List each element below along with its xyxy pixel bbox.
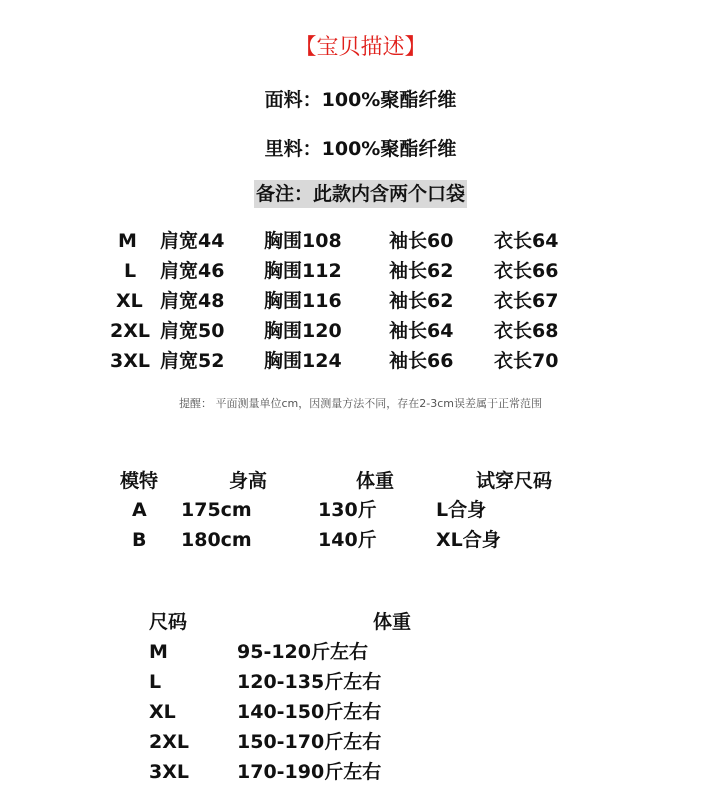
size-chart-size: 2XL: [110, 320, 150, 342]
weight-guide-header: 尺码: [149, 611, 188, 633]
model-header: 体重: [356, 470, 395, 492]
weight-guide-weight: 150-170斤左右: [237, 731, 382, 753]
model-weight: 140斤: [318, 529, 377, 551]
size-chart-chest: 胸围116: [264, 290, 342, 312]
size-chart-shoulder: 肩宽48: [160, 290, 225, 312]
size-chart-chest: 胸围108: [264, 230, 342, 252]
model-height: 175cm: [181, 499, 252, 521]
model-name: A: [132, 499, 147, 521]
model-header: 模特: [120, 470, 159, 492]
size-chart-size: L: [124, 260, 137, 282]
model-header: 试穿尺码: [476, 470, 553, 492]
size-chart-length: 衣长64: [494, 230, 559, 252]
weight-guide-size: XL: [149, 701, 176, 723]
size-chart-size: 3XL: [110, 350, 150, 372]
size-chart-length: 衣长66: [494, 260, 559, 282]
weight-guide-size: 3XL: [149, 761, 189, 783]
model-weight: 130斤: [318, 499, 377, 521]
note-text: 备注：此款内含两个口袋: [254, 180, 467, 208]
model-name: B: [132, 529, 147, 551]
size-chart-chest: 胸围124: [264, 350, 342, 372]
size-chart-size: M: [118, 230, 137, 252]
size-chart-sleeve: 袖长66: [389, 350, 454, 372]
model-height: 180cm: [181, 529, 252, 551]
size-chart-length: 衣长70: [494, 350, 559, 372]
model-fit: L合身: [436, 499, 487, 521]
size-chart-size: XL: [116, 290, 143, 312]
model-header: 身高: [229, 470, 268, 492]
size-chart-sleeve: 袖长62: [389, 290, 454, 312]
measurement-tip: 提醒： 平面测量单位cm，因测量方法不同，存在2-3cm误差属于正常范围: [179, 397, 542, 410]
weight-guide-weight: 95-120斤左右: [237, 641, 368, 663]
fabric-info: 面料：100%聚酯纤维: [264, 89, 457, 111]
weight-guide-size: L: [149, 671, 162, 693]
size-chart-chest: 胸围120: [264, 320, 342, 342]
size-chart-shoulder: 肩宽44: [160, 230, 225, 252]
size-chart-sleeve: 袖长64: [389, 320, 454, 342]
size-chart-shoulder: 肩宽50: [160, 320, 225, 342]
weight-guide-header: 体重: [373, 611, 412, 633]
size-chart-shoulder: 肩宽52: [160, 350, 225, 372]
size-chart-chest: 胸围112: [264, 260, 342, 282]
weight-guide-weight: 120-135斤左右: [237, 671, 382, 693]
weight-guide-size: M: [149, 641, 168, 663]
size-chart-length: 衣长67: [494, 290, 559, 312]
model-fit: XL合身: [436, 529, 501, 551]
size-chart-length: 衣长68: [494, 320, 559, 342]
weight-guide-weight: 170-190斤左右: [237, 761, 382, 783]
weight-guide-weight: 140-150斤左右: [237, 701, 382, 723]
lining-info: 里料：100%聚酯纤维: [264, 138, 457, 160]
page-title: 【宝贝描述】: [294, 35, 427, 60]
weight-guide-size: 2XL: [149, 731, 189, 753]
size-chart-sleeve: 袖长62: [389, 260, 454, 282]
size-chart-shoulder: 肩宽46: [160, 260, 225, 282]
size-chart-sleeve: 袖长60: [389, 230, 454, 252]
note-wrapper: [0, 180, 721, 208]
